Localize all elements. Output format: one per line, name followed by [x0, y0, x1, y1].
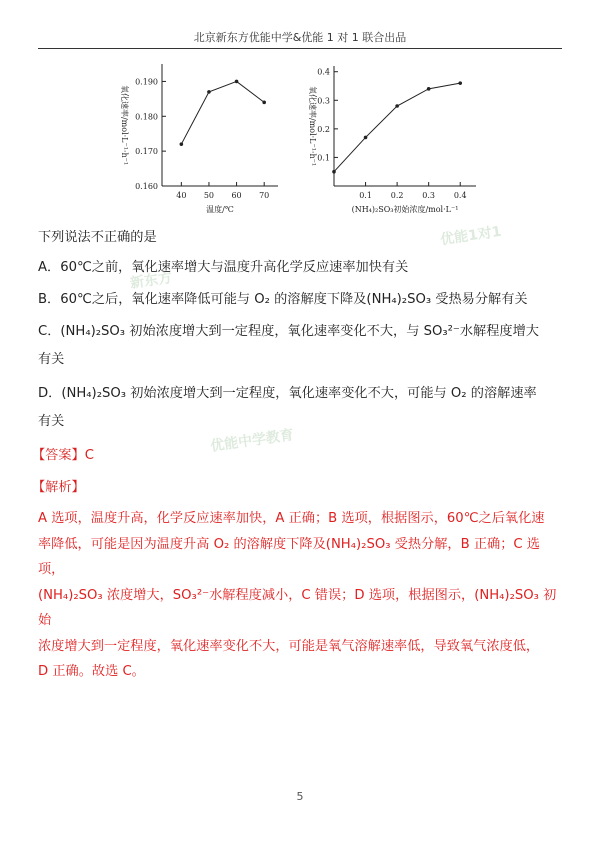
option-c-line1: C．(NH₄)₂SO₃ 初始浓度增大到一定程度，氧化速率变化不大，与 SO₃²⁻水解程度增大 [38, 324, 539, 339]
x-tick-label: 50 [203, 191, 215, 200]
page-number: 5 [296, 790, 304, 803]
option-b: B．60℃之后，氧化速率降低可能与 O₂ 的溶解度下降及(NH₄)₂SO₃ 受热易分解有关 [38, 292, 528, 307]
analysis-text [38, 506, 566, 685]
x-axis-label: (NH₄)₂SO₃初始浓度/mol·L⁻¹ [351, 205, 459, 214]
analysis-line: (NH₄)₂SO₃ 浓度增大，SO₃²⁻水解程度减小，C 错误；D 选项，根据图示，(NH₄)₂SO₃ 初始 [38, 587, 557, 628]
x-tick-label: 0.2 [390, 191, 404, 200]
x-tick-label: 60 [231, 191, 242, 200]
y-tick-label: 0.160 [135, 182, 158, 191]
data-point [207, 90, 211, 94]
y-axis-label: 氧化速率/mol·L⁻¹·h⁻¹ [308, 85, 317, 167]
x-axis-label: 温度/℃ [206, 205, 234, 214]
x-tick-label: 0.4 [453, 191, 467, 200]
series-line [334, 83, 460, 172]
y-tick-label: 0.2 [317, 124, 330, 134]
page-header: 北京新东方优能中学&优能 1 对 1 联合出品 [38, 30, 562, 49]
data-point [180, 142, 184, 146]
option-d-line1: D．(NH₄)₂SO₃ 初始浓度增大到一定程度，氧化速率变化不大，可能与 O₂ 的溶解速率 [38, 386, 537, 401]
option-c-line2: 有关 [38, 352, 65, 367]
y-tick-label: 0.3 [317, 96, 330, 106]
y-axis-label: 氧化速率/mol·L⁻¹·h⁻¹ [120, 84, 129, 166]
y-tick-label: 0.170 [135, 147, 158, 157]
y-tick-label: 0.1 [317, 153, 330, 163]
watermark: 优能中学教育 [209, 427, 295, 455]
watermark: 优能1对1 [439, 223, 503, 249]
answer-label: 【答案】C [32, 448, 94, 463]
analysis-line: 率降低，可能是因为温度升高 O₂ 的溶解度下降及(NH₄)₂SO₃ 受热分解，B 正确；C 选项， [38, 536, 540, 577]
x-tick-label: 0.1 [359, 191, 372, 200]
series-line [181, 81, 264, 144]
x-tick-label: 0.3 [422, 191, 436, 200]
data-point [395, 104, 399, 108]
y-tick-label: 0.4 [317, 67, 330, 77]
x-tick-label: 70 [259, 191, 270, 200]
chart-temperature [110, 58, 285, 218]
analysis-line: D 正确。故选 C。 [38, 664, 145, 679]
data-point [458, 81, 462, 85]
charts-area [110, 58, 480, 218]
question-stem: 下列说法不正确的是 [38, 230, 157, 245]
data-point [262, 101, 266, 105]
analysis-title: 【解析】 [32, 480, 85, 495]
watermark: 新东方 [129, 270, 174, 292]
data-point [235, 80, 239, 84]
y-tick-label: 0.180 [135, 112, 158, 122]
data-point [427, 87, 431, 91]
analysis-line: A 选项，温度升高，化学反应速率加快，A 正确；B 选项，根据图示，60℃之后氧化速 [38, 511, 545, 526]
analysis-line: 浓度增大到一定程度，氧化速率变化不大，可能是氧气溶解速率低，导致氧气浓度低， [38, 638, 540, 654]
option-a: A．60℃之前，氧化速率增大与温度升高化学反应速率加快有关 [38, 260, 409, 275]
x-tick-label: 40 [176, 191, 187, 200]
option-d-line2: 有关 [38, 414, 65, 429]
data-point [332, 170, 336, 174]
y-tick-label: 0.190 [135, 77, 158, 87]
chart-concentration [300, 58, 480, 218]
data-point [364, 136, 368, 140]
